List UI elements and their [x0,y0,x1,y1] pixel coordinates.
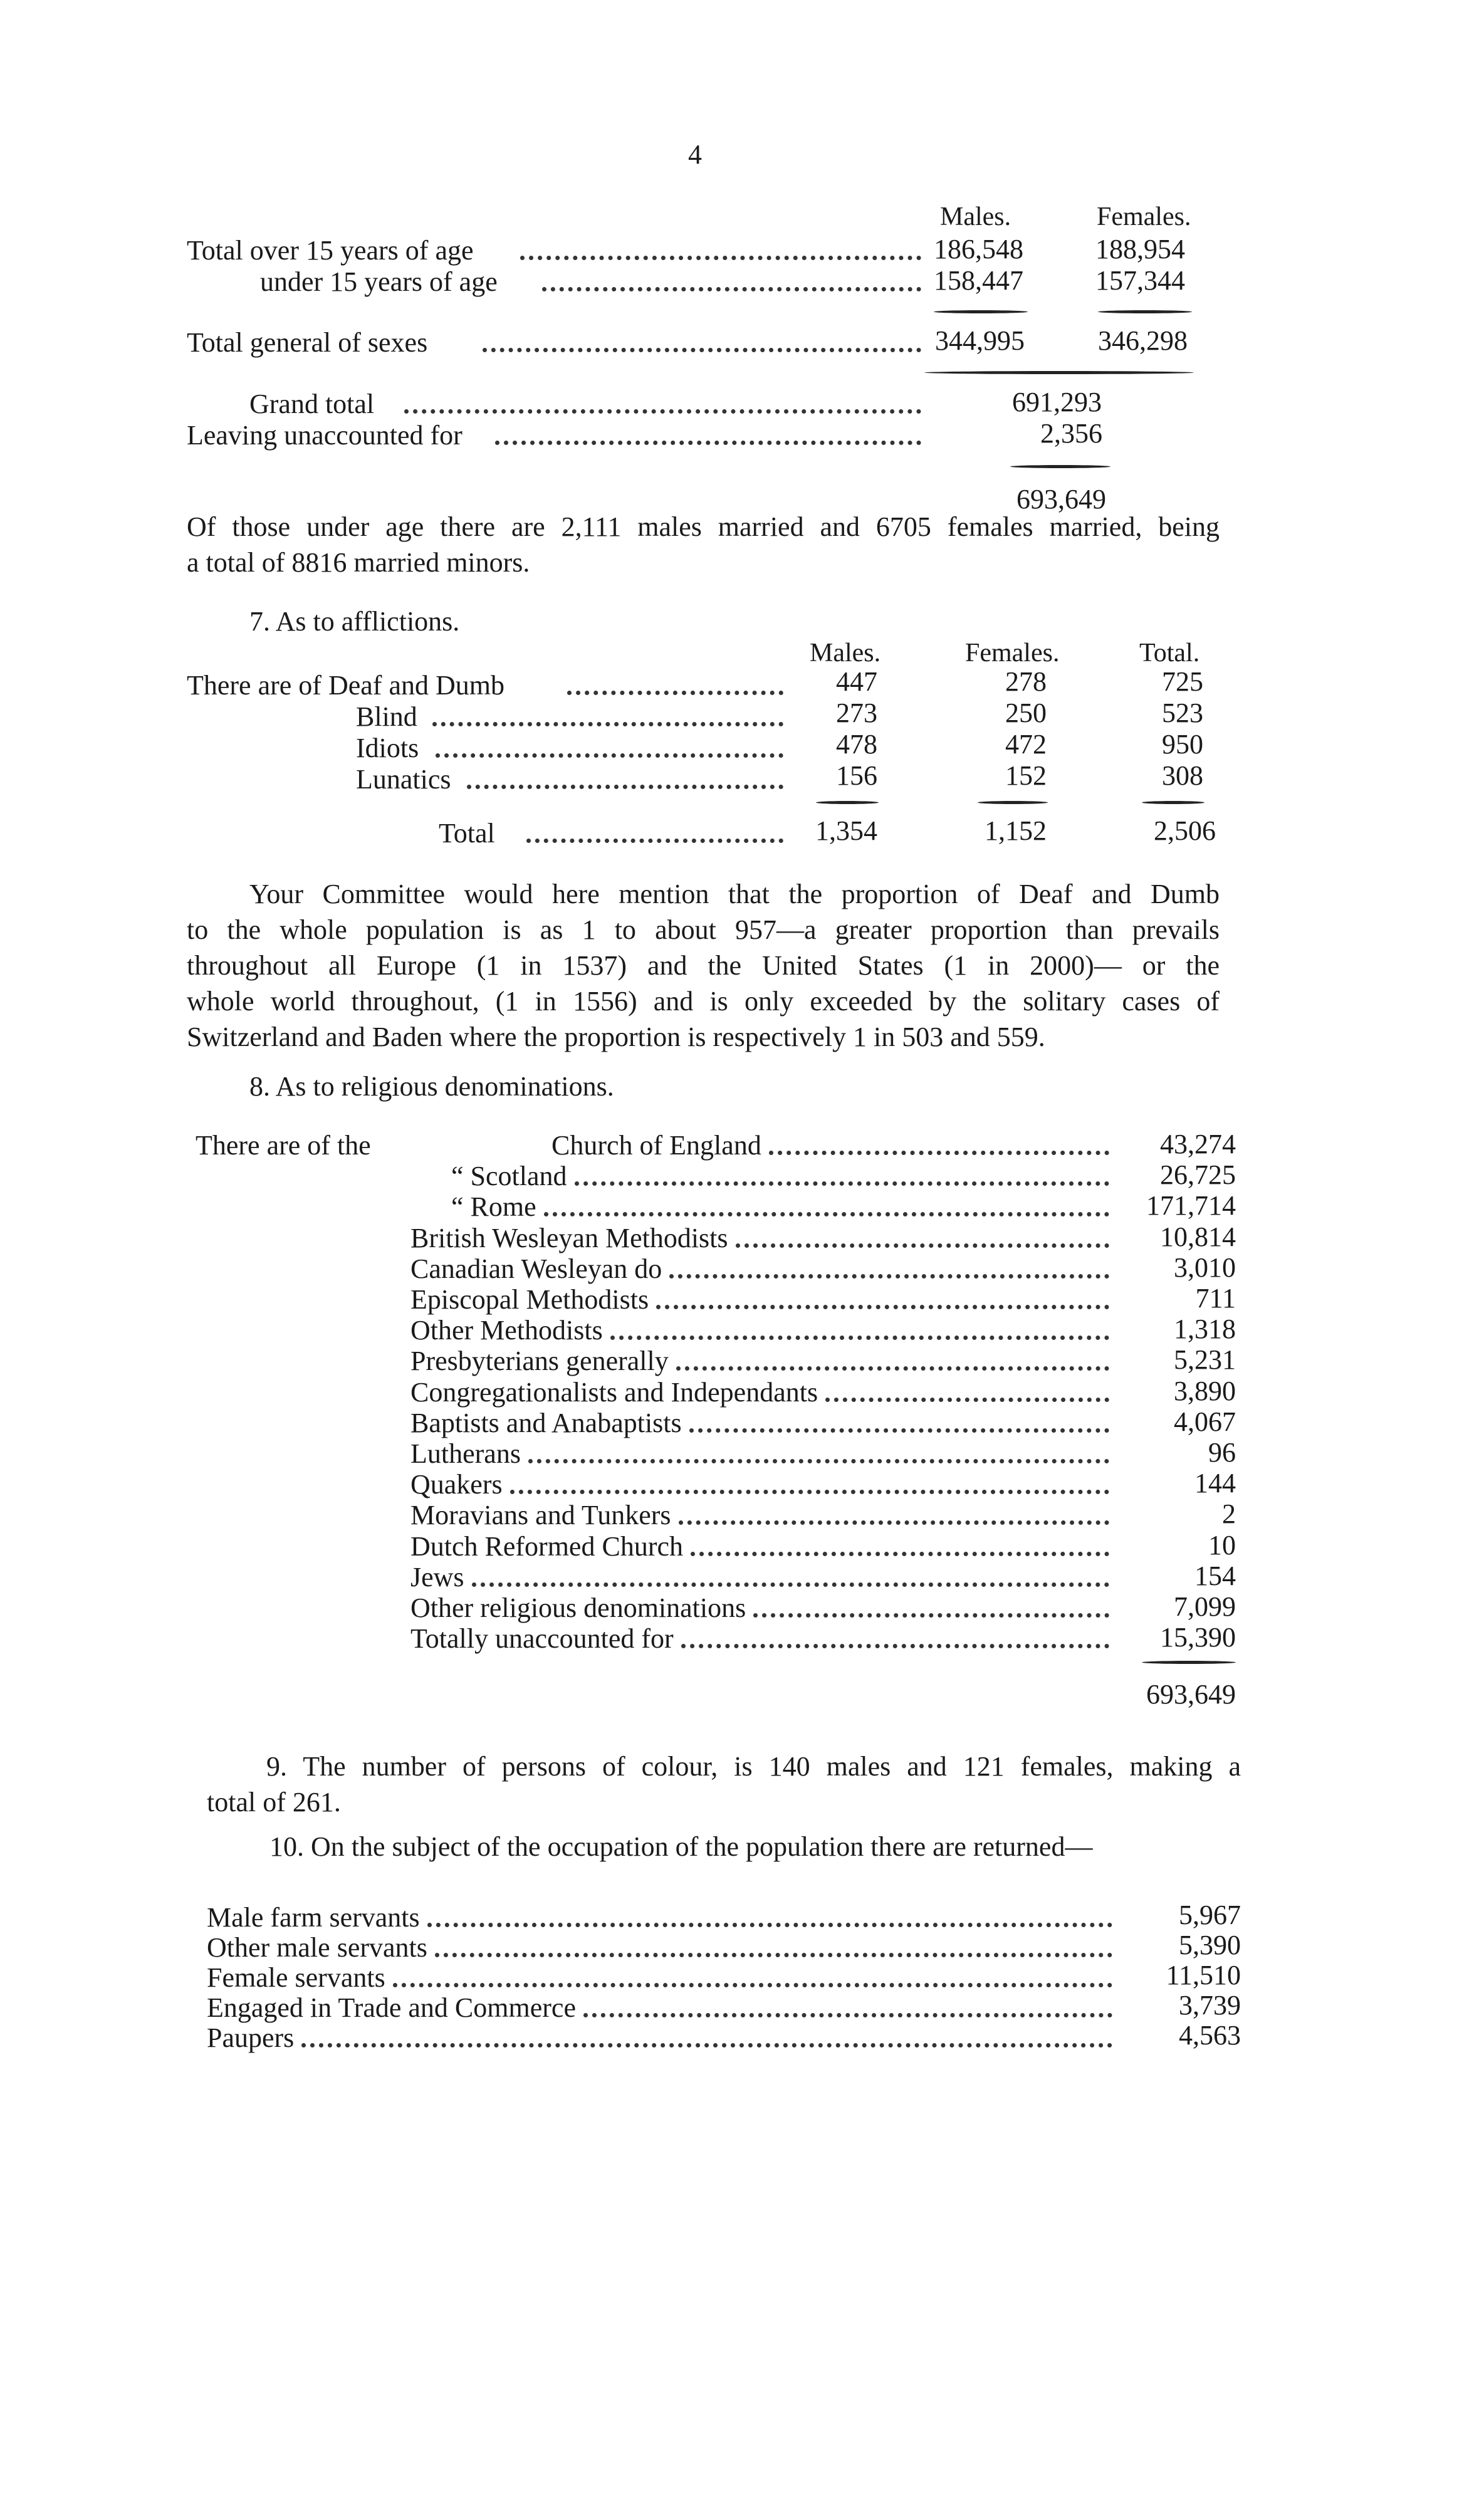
males-value: 273 [836,698,877,728]
leader-dots [567,691,783,695]
text-line: Of those under age there are 2,111 males married and 6705 females married, being [187,511,1220,542]
grand-total-label: Grand total [249,389,375,419]
females-value: 157,344 [1095,265,1185,296]
denomination-count: 26,725 [1160,1159,1236,1190]
brace-rule [1142,1661,1236,1664]
males-value: 447 [836,666,877,697]
leader-dots [510,1490,1109,1494]
total-sexes-males: 344,995 [935,325,1025,356]
denomination-label: Episcopal Methodists [410,1284,649,1315]
leader-dots [404,409,921,414]
married-minors-note [187,509,1220,580]
denomination-count: 154 [1194,1561,1236,1591]
leader-dots [736,1243,1109,1248]
brace-rule [1098,310,1192,313]
leader-dots [495,441,921,445]
denomination-count: 144 [1194,1468,1236,1498]
leader-dots [483,348,921,352]
text-line: whole world throughout, (1 in 1556) and is only exceeded by the solitary cases of [187,986,1220,1017]
leader-dots [472,1582,1109,1587]
females-value: 188,954 [1095,234,1185,264]
col-females-header: Females. [965,639,1060,667]
denomination-label: “ Scotland [451,1161,567,1191]
males-value: 186,548 [934,234,1023,264]
occupation-heading: 10. On the subject of the occupation of the population there are returned— [269,1831,1093,1862]
text-line: to the whole population is as 1 to about 957—a greater proportion than prevails [187,914,1220,945]
text-line: Switzerland and Baden where the proportion is respectively 1 in 503 and 559. [187,1022,1045,1052]
denomination-label: Baptists and Anabaptists [410,1408,682,1438]
leader-dots [520,256,921,260]
leader-dots [467,785,783,789]
leader-dots [436,753,783,758]
page-number: 4 [688,139,702,170]
denomination-count: 5,231 [1174,1344,1236,1375]
denomination-label: Dutch Reformed Church [410,1531,683,1562]
leader-dots [769,1151,1109,1155]
leader-dots [825,1398,1109,1402]
religion-heading: 8. As to religious denominations. [249,1071,614,1102]
denomination-count: 10,814 [1160,1221,1236,1252]
leader-dots [679,1520,1109,1525]
occupation-label: Engaged in Trade and Commerce [207,1992,576,2023]
denomination-label: Canadian Wesleyan do [410,1253,662,1284]
row-label: Total over 15 years of age [187,235,474,266]
females-value: 152 [1005,760,1047,791]
denomination-count: 7,099 [1174,1591,1236,1622]
denomination-count: 43,274 [1160,1129,1236,1159]
row-label: under 15 years of age [260,266,498,297]
text-line: a total of 8816 married minors. [187,547,530,578]
text-line: throughout all Europe (1 in 1537) and the United States (1 in 2000)— or the [187,950,1220,981]
denomination-count: 3,890 [1174,1376,1236,1406]
occupation-label: Paupers [207,2022,295,2053]
females-value: 472 [1005,729,1047,760]
afflictions-heading: 7. As to afflictions. [249,606,460,637]
final-total-value: 693,649 [1016,484,1106,515]
occupation-count: 5,390 [1179,1930,1241,1960]
denomination-label: Quakers [410,1469,503,1500]
denomination-label: Church of England [551,1130,761,1161]
row-label: Lunatics [356,764,451,795]
col-males-header: Males. [940,202,1011,231]
text-line: Your Committee would here mention that the proportion of Deaf and Dumb [249,879,1220,909]
occupation-count: 4,563 [1179,2020,1241,2051]
leader-dots [575,1181,1109,1186]
col-males-header: Males. [810,639,881,667]
leader-dots [689,1428,1109,1433]
total-total: 2,506 [1154,815,1216,846]
denomination-count: 10 [1208,1530,1236,1561]
religion-prefix: There are of the [196,1130,371,1161]
leader-dots [393,1983,1112,1987]
leader-dots [526,839,783,843]
leader-dots [432,722,783,726]
denomination-count: 1,318 [1174,1314,1236,1344]
text-line: 9. The number of persons of colour, is 140 males and 121 females, making a [266,1751,1241,1782]
committee-paragraph [187,876,1220,1055]
total-label: Total [439,818,495,849]
denomination-label: Congregationalists and Independants [410,1377,818,1408]
brace-rule [1142,801,1204,804]
col-females-header: Females. [1097,202,1191,231]
religion-total: 693,649 [1146,1679,1236,1710]
denomination-count: 15,390 [1160,1622,1236,1653]
denomination-label: Jews [410,1562,464,1592]
denomination-label: Other Methodists [410,1315,603,1346]
leader-dots [583,2013,1112,2017]
leader-dots [691,1552,1109,1556]
leader-dots [542,287,921,291]
brace-rule [924,371,1194,374]
occupation-count: 5,967 [1179,1900,1241,1930]
leader-dots [753,1613,1109,1618]
brace-rule [978,801,1048,804]
brace-rule [934,310,1028,313]
denomination-label: Moravians and Tunkers [410,1500,671,1530]
row-label: Blind [356,701,417,732]
denomination-label: British Wesleyan Methodists [410,1223,728,1253]
total-value: 725 [1162,666,1203,697]
total-females: 1,152 [985,815,1047,846]
females-value: 250 [1005,698,1047,728]
total-sexes-females: 346,298 [1098,325,1188,356]
denomination-label: “ Rome [451,1191,536,1222]
leader-dots [528,1459,1109,1463]
leader-dots [427,1923,1112,1927]
row-label: Idiots [356,733,419,763]
total-value: 950 [1162,729,1203,760]
leader-dots [301,2043,1112,2047]
text-line: total of 261. [207,1787,341,1817]
brace-rule [816,801,879,804]
total-value: 308 [1162,760,1203,791]
leader-dots [544,1212,1109,1216]
unaccounted-label: Leaving unaccounted for [187,420,462,451]
denomination-count: 4,067 [1174,1406,1236,1437]
leader-dots [681,1644,1109,1648]
occupation-label: Other male servants [207,1932,427,1963]
row-label: There are of Deaf and Dumb [187,670,504,701]
total-males: 1,354 [815,815,877,846]
col-total-header: Total. [1139,639,1200,667]
denomination-label: Totally unaccounted for [410,1623,674,1654]
unaccounted-value: 2,356 [1040,418,1102,449]
males-value: 156 [836,760,877,791]
occupation-label: Male farm servants [207,1902,420,1933]
total-value: 523 [1162,698,1203,728]
total-sexes-label: Total general of sexes [187,327,428,358]
denomination-label: Presbyterians generally [410,1346,669,1376]
denomination-label: Other religious denominations [410,1592,746,1623]
denomination-count: 711 [1195,1283,1236,1314]
denomination-count: 3,010 [1174,1252,1236,1283]
leader-dots [669,1274,1109,1279]
denomination-count: 96 [1208,1437,1236,1468]
occupation-label: Female servants [207,1962,385,1993]
grand-total-value: 691,293 [1012,387,1102,417]
occupation-count: 3,739 [1179,1990,1241,2021]
brace-rule [1010,465,1110,468]
occupation-count: 11,510 [1166,1960,1241,1990]
denomination-count: 171,714 [1146,1190,1236,1221]
leader-dots [656,1305,1109,1309]
colour-paragraph [207,1749,1241,1820]
females-value: 278 [1005,666,1047,697]
denomination-count: 2 [1222,1498,1236,1529]
leader-dots [435,1953,1112,1957]
males-value: 158,447 [934,265,1023,296]
males-value: 478 [836,729,877,760]
leader-dots [610,1336,1109,1340]
leader-dots [676,1366,1109,1371]
denomination-label: Lutherans [410,1438,521,1469]
